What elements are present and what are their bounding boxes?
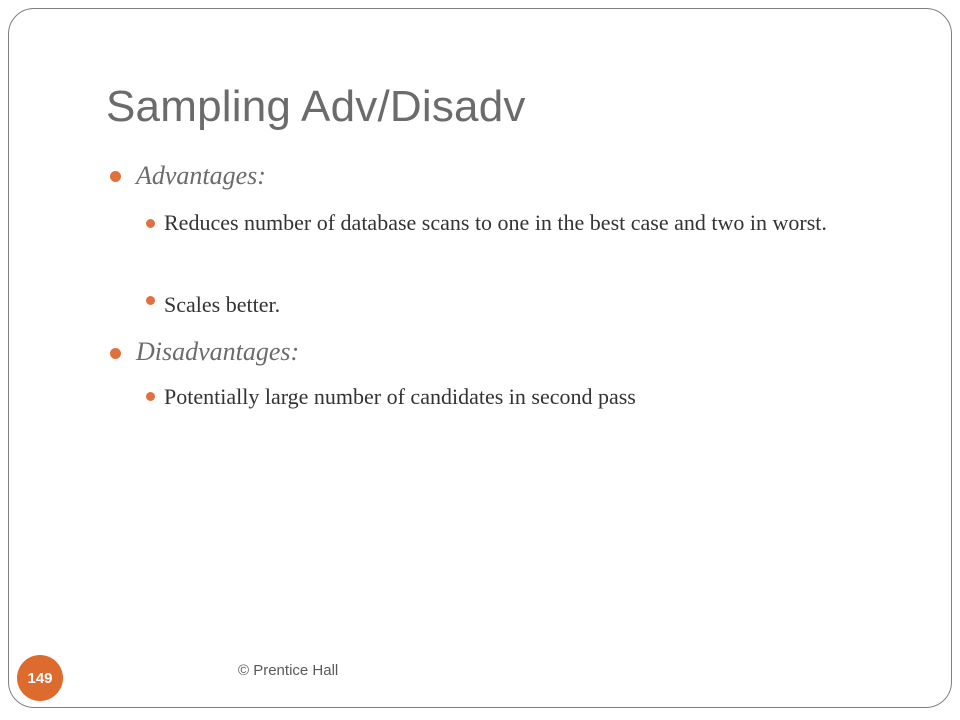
bullet-icon	[110, 348, 121, 359]
section-heading-disadvantages: Disadvantages:	[136, 337, 300, 366]
bullet-icon	[146, 392, 155, 401]
slide-title: Sampling Adv/Disadv	[106, 82, 526, 131]
page-number-badge: 149	[17, 655, 63, 701]
bullet-icon	[146, 219, 155, 228]
list-item-scales-better: Scales better.	[164, 292, 281, 317]
list-item-large-candidates: Potentially large number of candidates in second pass	[164, 384, 636, 409]
list-item-reduces-scans: Reduces number of database scans to one in the best case and two in worst.	[164, 210, 827, 235]
section-heading-advantages: Advantages:	[136, 161, 266, 190]
bullet-icon	[146, 296, 155, 305]
copyright-footer: © Prentice Hall	[238, 662, 339, 679]
bullet-icon	[110, 171, 121, 182]
